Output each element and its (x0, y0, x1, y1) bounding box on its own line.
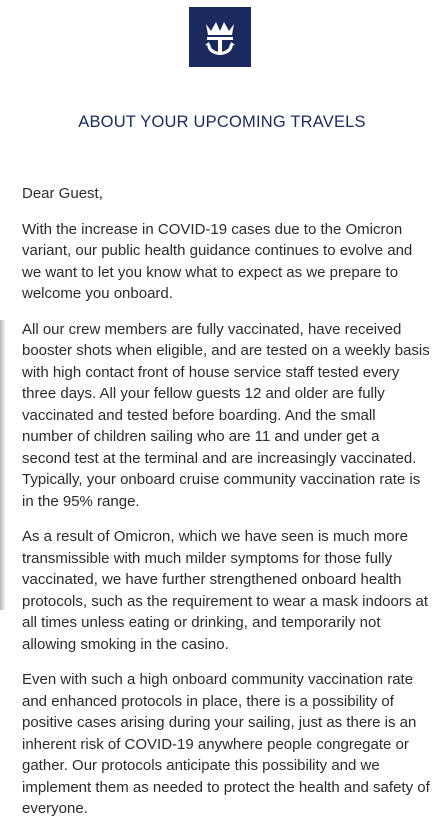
letter-body (22, 183, 430, 834)
page-title: ABOUT YOUR UPCOMING TRAVELS (78, 113, 366, 131)
paragraph-strengthened-protocols: As a result of Omicron, which we have seen is much more transmissible with much milder symptoms for those fully vaccinated, we have further strengthened onboard health protocols, such as the requirement to wear a mask indoors at all times unless eating or drinking, and temporarily not allowing smoking in the casino. (22, 528, 429, 653)
scroll-edge-shadow (0, 320, 6, 610)
paragraph-crew-vaccination: All our crew members are fully vaccinated, have received booster shots when eligible, and are tested on a weekly basis with high contact front of house service staff tested every three days. All your fellow guests 12 and older are fully vaccinated and tested before boarding. And the small number of children sailing who are 11 and under get a second test at the terminal and are increasingly vaccinated. Typically, your onboard cruise community vaccination rate is in the 95% range. (22, 320, 430, 510)
paragraph-omicron-intro: With the increase in COVID-19 cases due to the Omicron variant, our public health guidance continues to evolve and we want to let you know what to expect as we prepare to welcome you onboard. (22, 220, 413, 302)
greeting-text: Dear Guest, (22, 185, 103, 202)
brand-logo (189, 7, 251, 67)
paragraph-positive-cases: Even with such a high onboard community vaccination rate and enhanced protocols in place, there is a possibility of positive cases arising during your sailing, just as there is an inherent risk of COVID-19 anywhere people congregate or gather. Our protocols anticipate this possibility and we implement them as needed to protect the health and safety of everyone. (22, 671, 430, 817)
crown-anchor-icon (189, 7, 251, 67)
